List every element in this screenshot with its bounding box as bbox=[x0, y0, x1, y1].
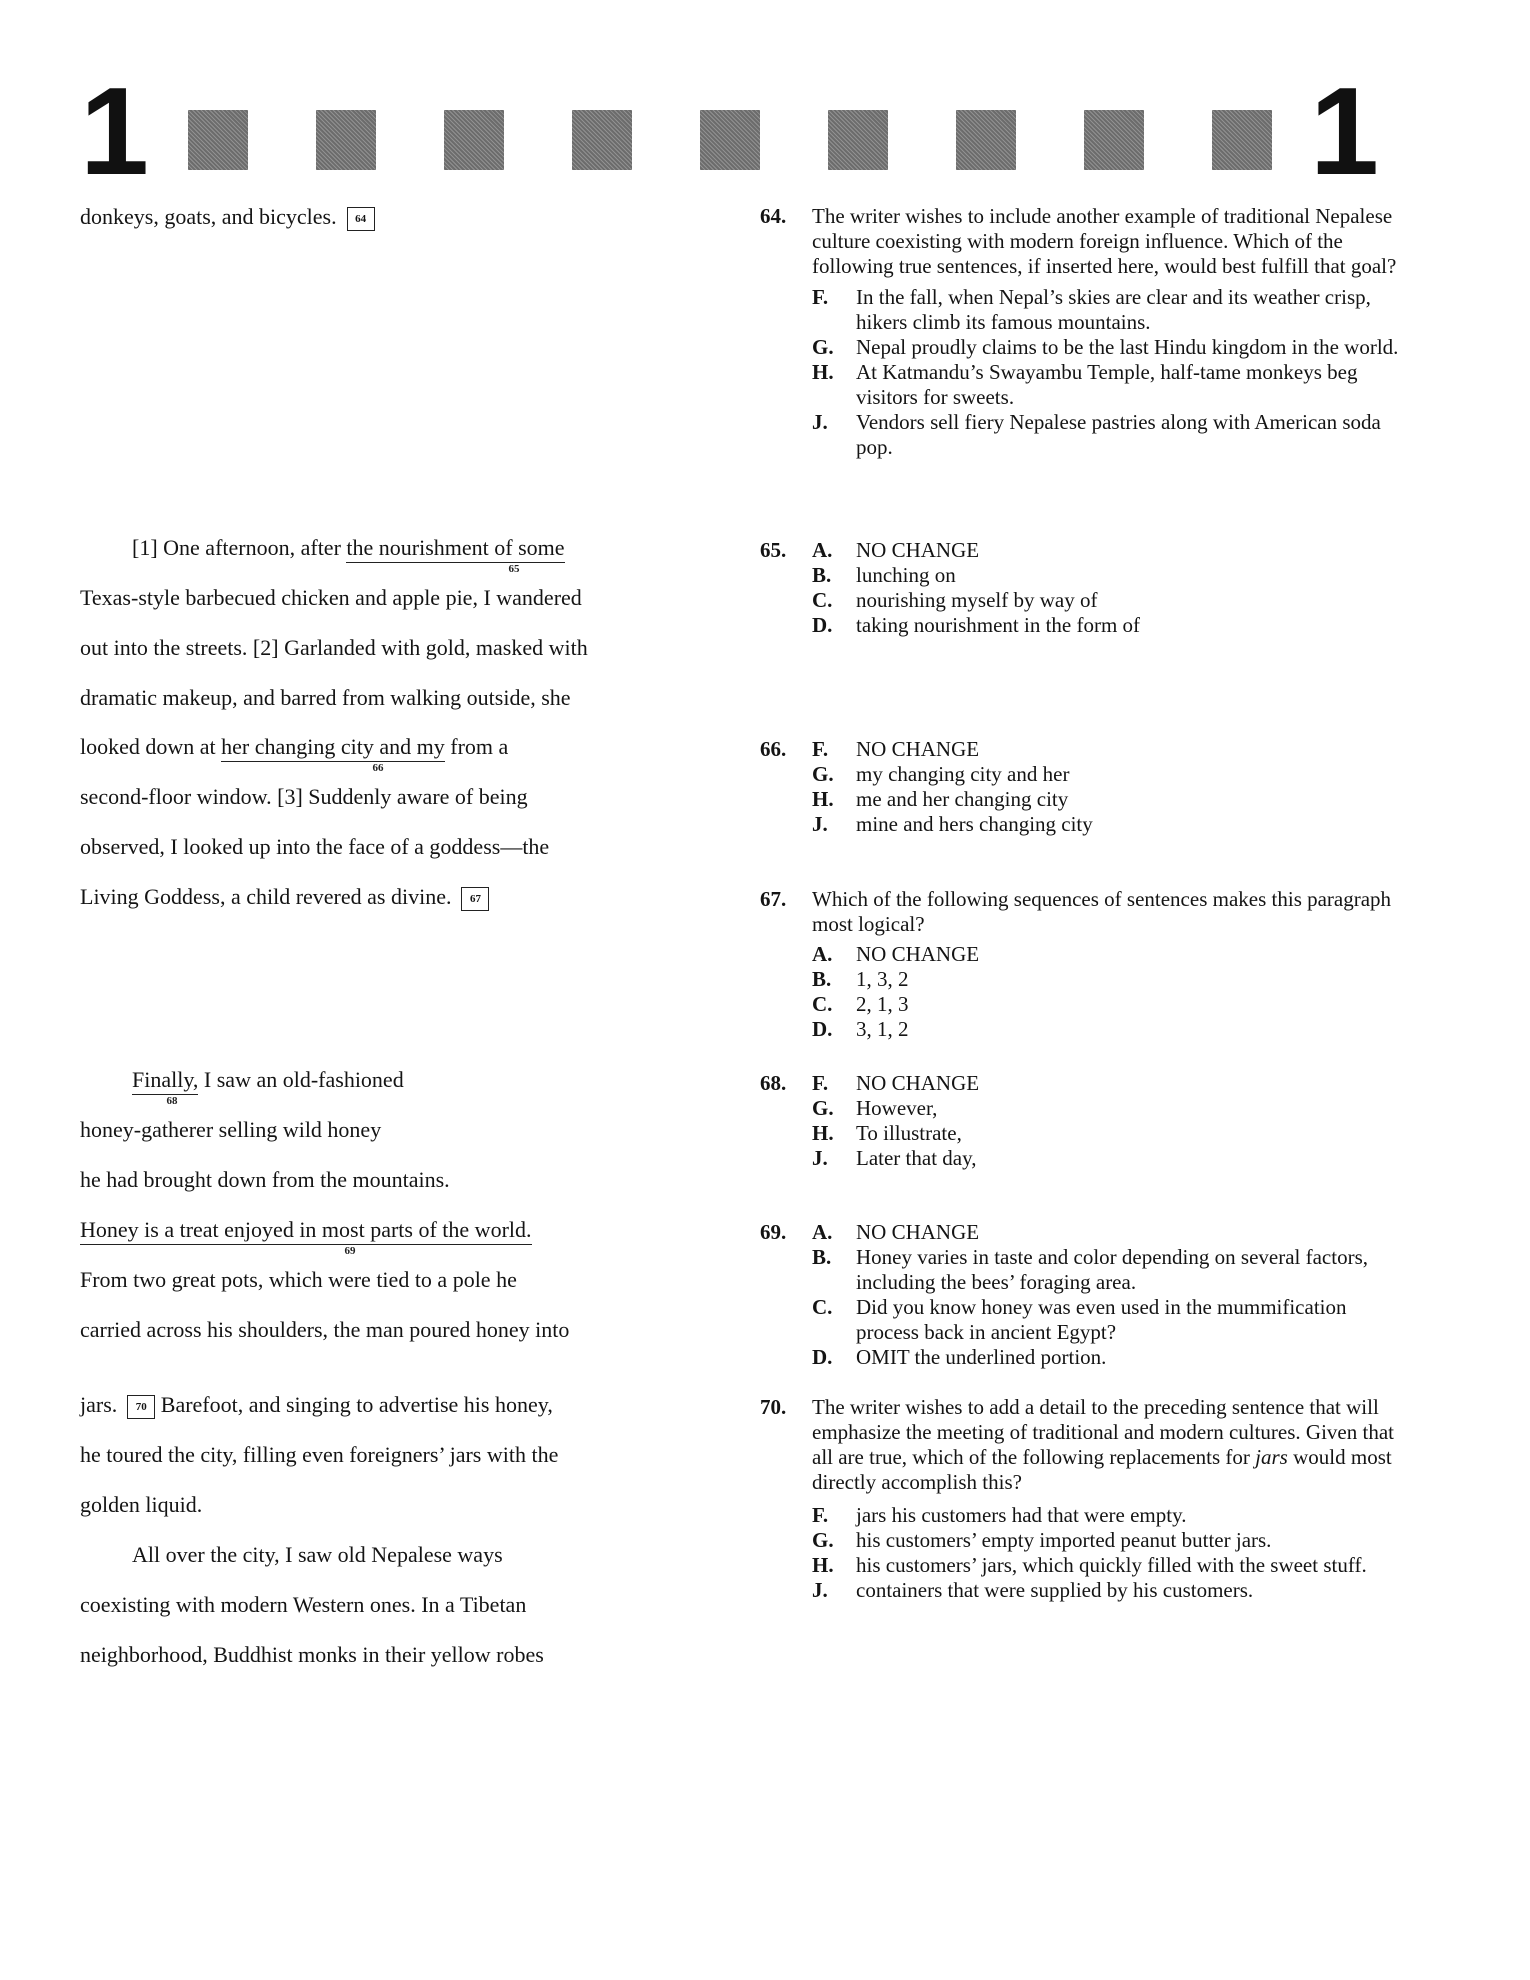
answer-option[interactable]: F. NO CHANGE bbox=[812, 1071, 980, 1095]
answer-option[interactable]: A. NO CHANGE bbox=[812, 1220, 980, 1244]
section-number-right: 1 bbox=[1310, 63, 1379, 201]
underline-number-69: 69 bbox=[344, 1245, 356, 1257]
answer-option[interactable]: B. Honey varies in taste and color depending on several factors, including the bees’ foraging area. bbox=[812, 1245, 1368, 1294]
answer-option[interactable]: C. nourishing myself by way of bbox=[812, 588, 1098, 612]
answer-option[interactable]: D. taking nourishment in the form of bbox=[812, 613, 1141, 637]
answer-option[interactable]: B. 1, 3, 2 bbox=[812, 967, 909, 991]
header-block bbox=[956, 110, 1016, 170]
passage-line: observed, I looked up into the face of a goddess—the bbox=[80, 834, 550, 859]
underlined-portion-65[interactable]: the nourishment of some bbox=[346, 535, 564, 563]
passage-line bbox=[80, 1217, 532, 1243]
answer-option[interactable]: G. his customers’ empty imported peanut butter jars. bbox=[812, 1528, 1272, 1552]
underlined-portion-68[interactable]: Finally, bbox=[132, 1067, 198, 1095]
question-number: 68. bbox=[760, 1071, 787, 1095]
header-block bbox=[444, 110, 504, 170]
answer-option[interactable]: J. Vendors sell fiery Nepalese pastries along with American soda pop. bbox=[812, 410, 1381, 459]
passage-line: [1] One afternoon, after the nourishment of some bbox=[132, 535, 565, 561]
passage-line: donkeys, goats, and bicycles. 64 bbox=[80, 204, 375, 231]
question-stem: Which of the following sequences of sentences makes this paragraph most logical? bbox=[812, 887, 1392, 936]
answer-option[interactable]: D. OMIT the underlined portion. bbox=[812, 1345, 1107, 1369]
passage-line: he had brought down from the mountains. bbox=[80, 1167, 450, 1192]
passage-line: dramatic makeup, and barred from walking outside, she bbox=[80, 685, 571, 710]
answer-option[interactable]: H. At Katmandu’s Swayambu Temple, half-tame monkeys beg visitors for sweets. bbox=[812, 360, 1358, 409]
header-block bbox=[1084, 110, 1144, 170]
passage-line: second-floor window. [3] Suddenly aware of being bbox=[80, 784, 528, 809]
passage-line: Finally, I saw an old-fashioned bbox=[132, 1067, 404, 1093]
answer-option[interactable]: A. NO CHANGE bbox=[812, 942, 980, 966]
passage-line: From two great pots, which were tied to a pole he bbox=[80, 1267, 517, 1292]
answer-option[interactable]: H. me and her changing city bbox=[812, 787, 1069, 811]
header-block bbox=[1212, 110, 1272, 170]
question-stem: The writer wishes to include another example of traditional Nepalese culture coexisting with modern foreign influence. Which of the following true sentences, if inserted here, would best fulfill that goal? bbox=[812, 204, 1397, 278]
answer-option[interactable]: B. lunching on bbox=[812, 563, 956, 587]
passage-line: golden liquid. bbox=[80, 1492, 203, 1517]
question-box-70[interactable]: 70 bbox=[127, 1395, 155, 1419]
answer-option[interactable]: F. jars his customers had that were empty. bbox=[812, 1503, 1187, 1527]
header-block bbox=[828, 110, 888, 170]
question-number: 70. bbox=[760, 1395, 787, 1419]
passage-line: out into the streets. [2] Garlanded with gold, masked with bbox=[80, 635, 588, 660]
section-header bbox=[0, 0, 1530, 201]
underlined-portion-66[interactable]: her changing city and my bbox=[221, 734, 445, 762]
answer-option[interactable]: G. my changing city and her bbox=[812, 762, 1070, 786]
answer-option[interactable]: G. Nepal proudly claims to be the last Hindu kingdom in the world. bbox=[812, 335, 1399, 359]
underline-number-65: 65 bbox=[508, 563, 520, 575]
header-block bbox=[188, 110, 248, 170]
question-69 bbox=[760, 1220, 1400, 1370]
answer-option[interactable]: D. 3, 1, 2 bbox=[812, 1017, 909, 1041]
passage-line: Texas-style barbecued chicken and apple pie, I wandered bbox=[80, 585, 582, 610]
question-65 bbox=[760, 538, 1400, 638]
answer-option[interactable]: G. However, bbox=[812, 1096, 938, 1120]
passage-line: jars. 70 Barefoot, and singing to advertise his honey, bbox=[80, 1392, 553, 1417]
question-67 bbox=[760, 887, 1400, 1042]
answer-option[interactable]: J. Later that day, bbox=[812, 1146, 977, 1170]
passage-line: Living Goddess, a child revered as divine. 67 bbox=[80, 884, 489, 911]
header-block bbox=[316, 110, 376, 170]
question-box-64[interactable]: 64 bbox=[347, 207, 375, 231]
answer-option[interactable]: J. containers that were supplied by his customers. bbox=[812, 1578, 1254, 1602]
question-number: 69. bbox=[760, 1220, 787, 1244]
passage-line: honey-gatherer selling wild honey bbox=[80, 1117, 382, 1142]
question-number: 65. bbox=[760, 538, 787, 562]
passage-line: looked down at her changing city and my from a bbox=[80, 734, 508, 760]
header-block bbox=[572, 110, 632, 170]
question-66 bbox=[760, 737, 1400, 837]
section-number-left: 1 bbox=[80, 63, 149, 201]
question-68 bbox=[760, 1071, 1400, 1171]
answer-option[interactable]: A. NO CHANGE bbox=[812, 538, 980, 562]
answer-option[interactable]: J. mine and hers changing city bbox=[812, 812, 1093, 836]
question-stem: The writer wishes to add a detail to the preceding sentence that will emphasize the meeting of traditional and modern cultures. Given that all are true, which of the following replacements for jars would most directly accomplish this? bbox=[812, 1395, 1394, 1494]
answer-option[interactable]: H. To illustrate, bbox=[812, 1121, 962, 1145]
question-70 bbox=[760, 1395, 1400, 1603]
underlined-portion-69[interactable]: Honey is a treat enjoyed in most parts of the world. bbox=[80, 1217, 532, 1245]
answer-option[interactable]: F. In the fall, when Nepal’s skies are clear and its weather crisp, hikers climb its famous mountains. bbox=[812, 285, 1371, 334]
passage-line: carried across his shoulders, the man poured honey into bbox=[80, 1317, 570, 1342]
passage-line: neighborhood, Buddhist monks in their yellow robes bbox=[80, 1642, 544, 1667]
question-number: 67. bbox=[760, 887, 787, 911]
question-64 bbox=[760, 204, 1400, 460]
answer-option[interactable]: H. his customers’ jars, which quickly filled with the sweet stuff. bbox=[812, 1553, 1367, 1577]
question-number: 64. bbox=[760, 204, 787, 228]
answer-option[interactable]: C. Did you know honey was even used in the mummification process back in ancient Egypt? bbox=[812, 1295, 1347, 1344]
answer-option[interactable]: F. NO CHANGE bbox=[812, 737, 980, 761]
passage-line: All over the city, I saw old Nepalese ways bbox=[132, 1542, 503, 1567]
header-block bbox=[700, 110, 760, 170]
question-box-67[interactable]: 67 bbox=[461, 887, 489, 911]
passage-line: he toured the city, filling even foreigners’ jars with the bbox=[80, 1442, 559, 1467]
question-number: 66. bbox=[760, 737, 787, 761]
underline-number-66: 66 bbox=[372, 762, 384, 774]
answer-option[interactable]: C. 2, 1, 3 bbox=[812, 992, 909, 1016]
underline-number-68: 68 bbox=[166, 1095, 178, 1107]
passage-line: coexisting with modern Western ones. In a Tibetan bbox=[80, 1592, 527, 1617]
